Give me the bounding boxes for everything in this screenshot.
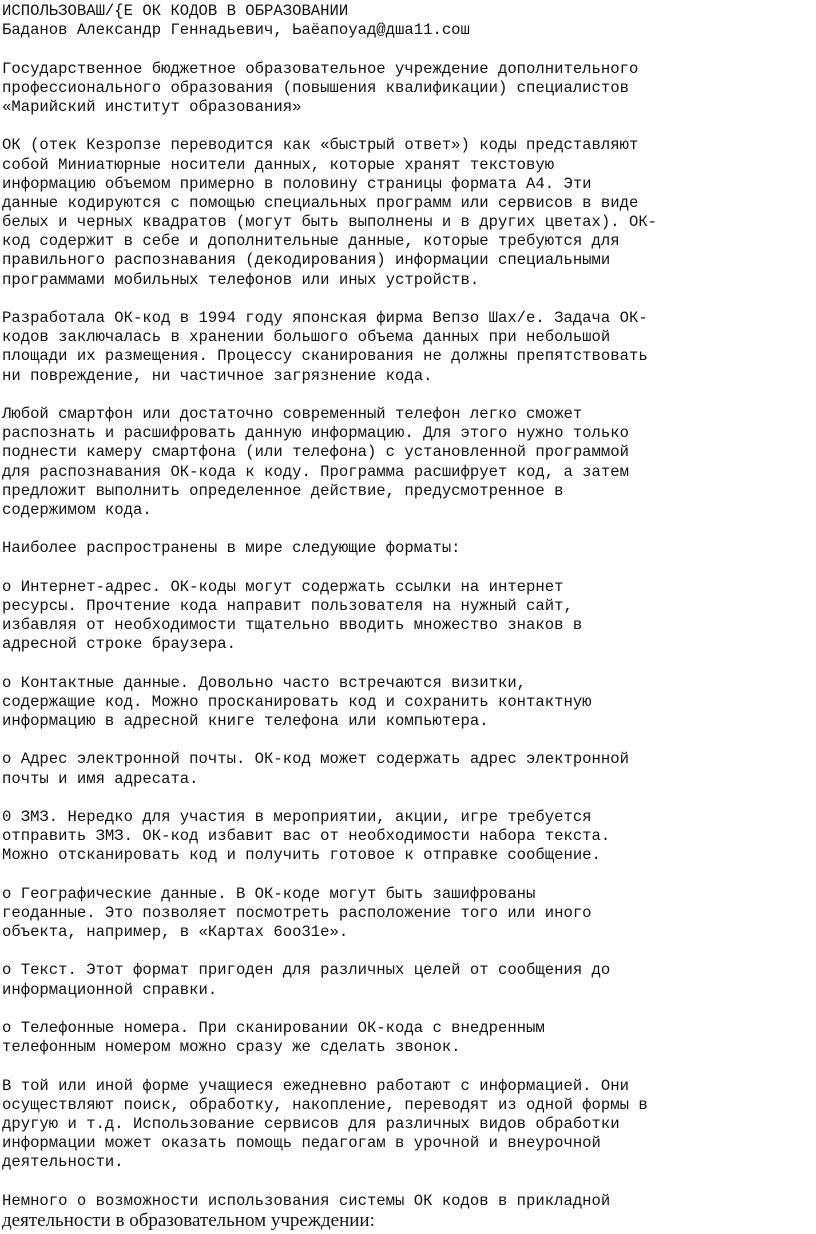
spacer <box>2 865 816 884</box>
text-line: о Текст. Этот формат пригоден для различных целей от сообщения до <box>2 961 611 980</box>
spacer <box>2 731 816 750</box>
text-line: о Телефонные номера. При сканировании ОК-кода с внедренным <box>2 1018 545 1037</box>
spacer <box>2 789 816 808</box>
author-line: Баданов Александр Геннадьевич, Ьаёапоуад@дша11.сош <box>2 21 470 40</box>
text-line: информацию объемом примерно в половину страницы формата А4. Эти <box>2 174 592 193</box>
text-line: кодов заключалась в хранении большого объема данных при небольшой <box>2 328 611 347</box>
text-line: о Интернет-адрес. ОК-коды могут содержать ссылки на интернет <box>2 577 564 596</box>
text-line: содержимом кода. <box>2 500 152 519</box>
spacer <box>2 654 816 673</box>
text-line: осуществляют поиск, обработку, накопление, переводят из одной формы в <box>2 1095 648 1114</box>
spacer <box>2 1172 816 1191</box>
closing-heading: деятельности в образовательном учреждении: <box>2 1209 375 1231</box>
text-line: почты и имя адресата. <box>2 769 199 788</box>
paragraph-history <box>2 309 816 386</box>
text-line: Наиболее распространены в мире следующие форматы: <box>2 539 461 558</box>
text-line: другую и т.д. Использование сервисов для различных видов обработки <box>2 1114 620 1133</box>
paragraph-qr-definition <box>2 136 816 290</box>
text-line: информационной справки. <box>2 980 218 999</box>
paragraph-formats-intro <box>2 539 816 558</box>
paragraph-smartphone <box>2 405 816 520</box>
document-title: ИСПОЛЬЗОВАШ/{Е ОК КОДОВ В ОБРАЗОВАНИИ <box>2 2 349 20</box>
text-line: ни повреждение, ни частичное загрязнение кода. <box>2 366 433 385</box>
affiliation-line: «Марийский институт образования» <box>2 97 302 116</box>
text-line: поднести камеру смартфона (или телефона) с установленной программой <box>2 443 629 462</box>
text-line: о Адрес электронной почты. ОК-код может содержать адрес электронной <box>2 750 629 769</box>
text-line: Любой смартфон или достаточно современный телефон легко сможет <box>2 404 583 423</box>
affiliation-line: Государственное бюджетное образовательное учреждение дополнительного <box>2 59 639 78</box>
text-line: распознать и расшифровать данную информацию. Для этого нужно только <box>2 424 629 443</box>
text-line: для распознавания ОК-кода к коду. Программа расшифрует код, а затем <box>2 462 629 481</box>
text-line: собой Миниатюрные носители данных, которые хранят текстовую <box>2 155 555 174</box>
spacer <box>2 558 816 577</box>
text-line: правильного распознавания (декодирования) информации специальными <box>2 251 611 270</box>
text-line: 0 ЗМЗ. Нередко для участия в мероприятии, акции, игре требуется <box>2 807 592 826</box>
list-item-geodata <box>2 885 816 943</box>
spacer <box>2 290 816 309</box>
list-item-phone-numbers <box>2 1019 816 1057</box>
spacer <box>2 520 816 539</box>
paragraph-students-information <box>2 1077 816 1173</box>
text-line: о Географические данные. В ОК-коде могут быть зашифрованы <box>2 884 536 903</box>
text-line: телефонным номером можно сразу же сделать звонок. <box>2 1038 461 1057</box>
affiliation-line: профессионального образования (повышения квалификации) специалистов <box>2 78 629 97</box>
spacer <box>2 1000 816 1019</box>
text-line: адресной строке браузера. <box>2 635 236 654</box>
spacer <box>2 386 816 405</box>
text-line: ОК (отек Кезропзе переводится как «быстрый ответ») коды представляют <box>2 136 639 155</box>
text-line: ресурсы. Прочтение кода направит пользователя на нужный сайт, <box>2 596 573 615</box>
text-line: о Контактные данные. Довольно часто встречаются визитки, <box>2 673 527 692</box>
affiliation-block <box>2 60 816 118</box>
spacer <box>2 40 816 59</box>
list-item-contacts <box>2 674 816 732</box>
text-line: белых и черных квадратов (могут быть выполнены и в других цветах). ОК- <box>2 213 658 232</box>
text-line: геоданные. Это позволяет посмотреть расположение того или иного <box>2 903 592 922</box>
text-line: содержащие код. Можно просканировать код и сохранить контактную <box>2 692 592 711</box>
text-line: Разработала ОК-код в 1994 году японская фирма Вепзо Шах/е. Задача ОК- <box>2 309 648 327</box>
text-line: площади их размещения. Процессу сканирования не должны препятствовать <box>2 347 648 366</box>
closing-line: Немного о возможности использования системы ОК кодов в прикладной <box>2 1191 611 1210</box>
spacer <box>2 1057 816 1076</box>
text-line: избавляя от необходимости тщательно вводить множество знаков в <box>2 616 583 634</box>
list-item-email <box>2 750 816 788</box>
list-item-internet-address <box>2 578 816 655</box>
list-item-text <box>2 961 816 999</box>
text-line: программами мобильных телефонов или иных устройств. <box>2 270 480 289</box>
text-line: объекта, например, в «Картах 6оо31е». <box>2 923 349 941</box>
text-line: код содержит в себе и дополнительные данные, которые требуются для <box>2 232 620 251</box>
spacer <box>2 117 816 136</box>
text-line: В той или иной форме учащиеся ежедневно работают с информацией. Они <box>2 1076 629 1095</box>
text-line: отправить ЗМЗ. ОК-код избавит вас от необходимости набора текста. <box>2 827 611 846</box>
text-line: информацию в адресной книге телефона или компьютера. <box>2 711 489 730</box>
text-line: данные кодируются с помощью специальных программ или сервисов в виде <box>2 193 639 212</box>
list-item-sms <box>2 808 816 866</box>
text-line: Можно отсканировать код и получить готовое к отправке сообщение. <box>2 846 601 865</box>
text-line: предложит выполнить определенное действие, предусмотренное в <box>2 481 564 500</box>
spacer <box>2 942 816 961</box>
text-line: информации может оказать помощь педагогам в урочной и внеурочной <box>2 1134 601 1153</box>
text-line: деятельности. <box>2 1153 124 1172</box>
